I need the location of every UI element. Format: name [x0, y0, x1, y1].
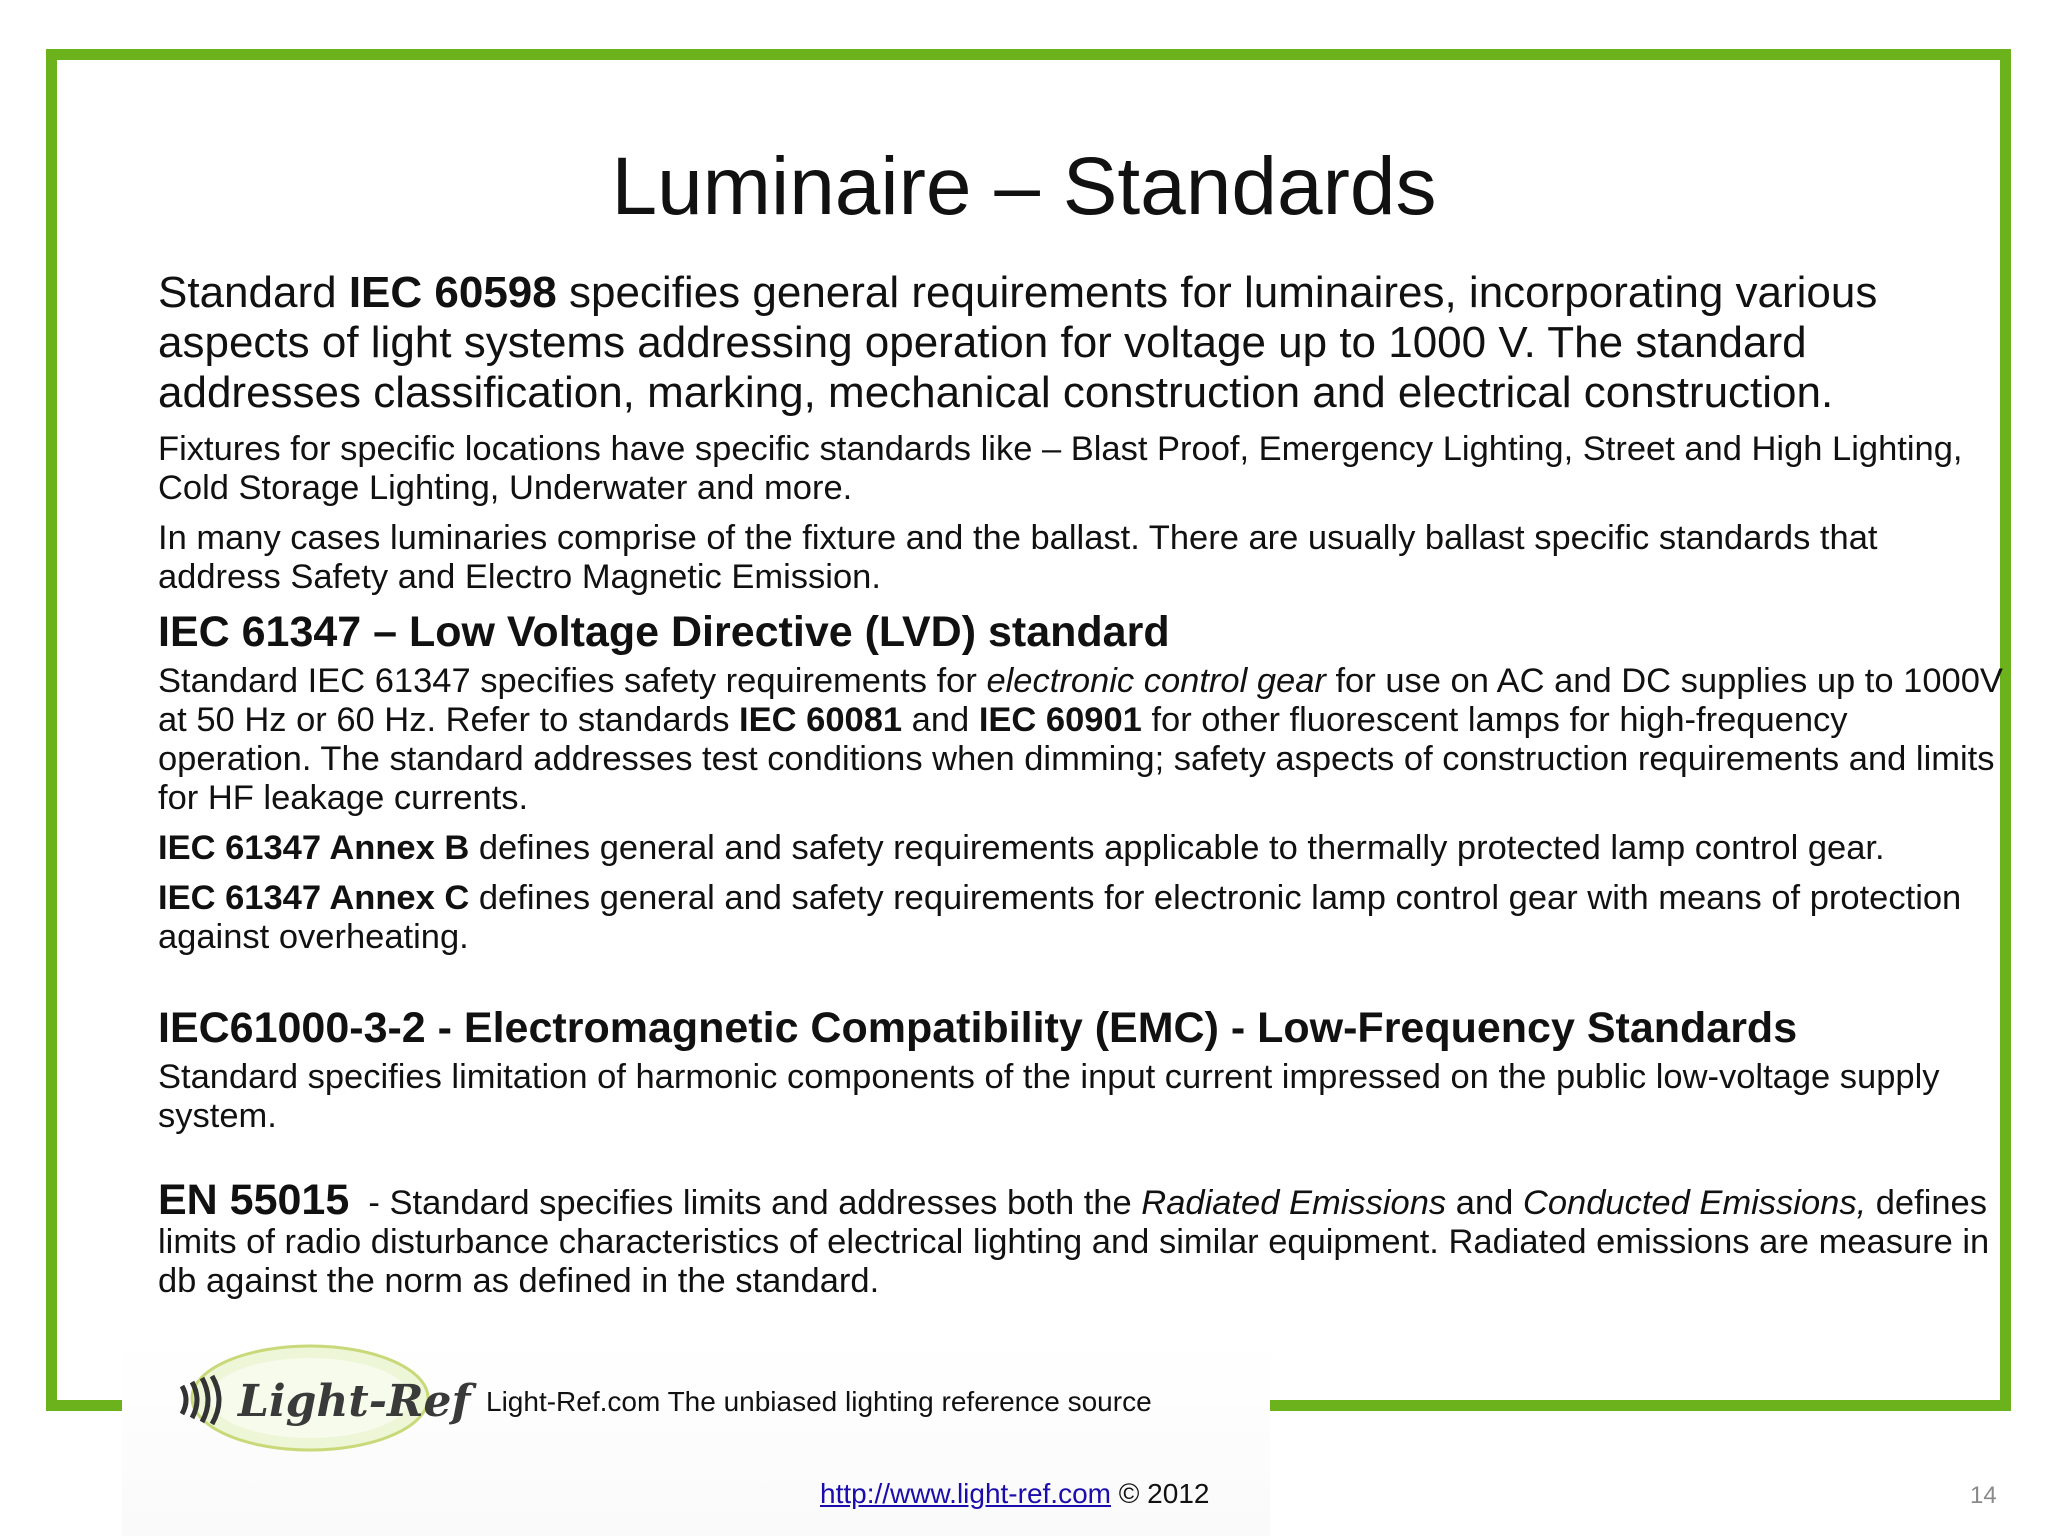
- spacer: [158, 1147, 2004, 1181]
- slide-title: Luminaire – Standards: [611, 141, 1437, 232]
- en55015-paragraph: EN 55015 - Standard specifies limits and addresses both the Radiated Emissions and Conducted Emissions, defines limits of radio disturbance characteristics of electrical lighting and similar equipment. Radiated emissions are measure in db against the norm as defined in the standard.: [158, 1176, 1990, 1300]
- light-ref-logo: [160, 1338, 471, 1458]
- frame-bottom-left-border: [46, 1400, 122, 1411]
- frame-top-border: [46, 49, 2011, 60]
- annex-b-paragraph: IEC 61347 Annex B defines general and safety requirements applicable to thermally protected lamp control gear.: [158, 829, 1885, 867]
- iec-60598-label: IEC 60598: [348, 268, 557, 317]
- en55015-label: EN 55015: [158, 1176, 350, 1224]
- lvd-heading: IEC 61347 – Low Voltage Directive (LVD) standard: [158, 608, 1170, 656]
- ballast-paragraph: In many cases luminaries comprise of the fixture and the ballast. There are usually ballast specific standards that address Safety and Electro Magnetic Emission.: [158, 519, 1878, 596]
- intro-paragraph: Standard IEC 60598 specifies general requirements for luminaires, incorporating various aspects of light systems addressing operation for voltage up to 1000 V. The standard addresses classification, marking, mechanical construction and electrical construction.: [158, 268, 1878, 417]
- copyright: © 2012: [1110, 1478, 1210, 1509]
- emc-heading: IEC61000-3-2 - Electromagnetic Compatibility (EMC) - Low-Frequency Standards: [158, 1004, 1798, 1052]
- page-number: 14: [1970, 1482, 1997, 1509]
- footer-tagline: Light-Ref.com The unbiased lighting reference source: [486, 1386, 1152, 1417]
- fixtures-paragraph: Fixtures for specific locations have specific standards like – Blast Proof, Emergency Lighting, Street and High Lighting, Cold Storage Lighting, Underwater and more.: [158, 430, 1963, 507]
- logo-text: Light-Ref: [238, 1376, 471, 1427]
- footer-link-row: [820, 1478, 1209, 1510]
- emc-paragraph: Standard specifies limitation of harmonic components of the input current impressed on the public low-voltage supply system.: [158, 1058, 1940, 1135]
- frame-left-border: [46, 49, 57, 1411]
- lvd-paragraph: Standard IEC 61347 specifies safety requirements for electronic control gear for use on AC and DC supplies up to 1000V at 50 Hz or 60 Hz. Refer to standards IEC 60081 and IEC 60901 for other fluorescent lamps for high-frequency operation. The standard addresses test conditions when dimming; safety aspects of construction requirements and limits for HF leakage currents.: [158, 662, 2003, 817]
- iec-60901-label: IEC 60901: [978, 701, 1142, 739]
- slide-content: [158, 268, 2004, 1312]
- footer-url-link[interactable]: http://www.light-ref.com: [820, 1478, 1111, 1509]
- annex-c-paragraph: IEC 61347 Annex C defines general and safety requirements for electronic lamp control gear with means of protection against overheating.: [158, 879, 1962, 956]
- iec-60081-label: IEC 60081: [739, 701, 903, 739]
- frame-bottom-right-border: [1270, 1400, 2011, 1411]
- spacer: [158, 968, 2004, 1004]
